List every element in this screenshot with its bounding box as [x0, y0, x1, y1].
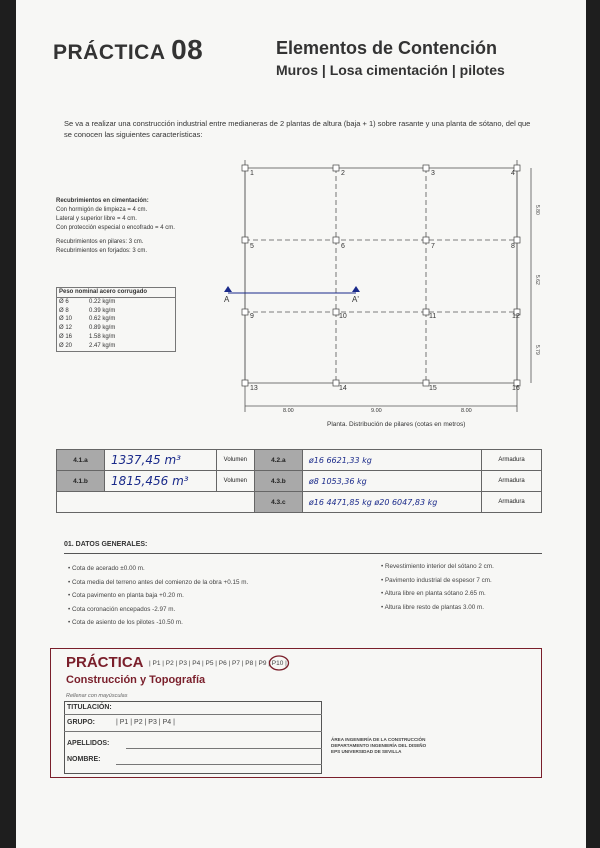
- steel-row: Ø 10 0.62 kg/m: [59, 316, 116, 323]
- general-data-right: [381, 560, 494, 614]
- pillar-label: 2: [341, 170, 345, 177]
- practice-number: PRÁCTICA 08: [53, 34, 204, 65]
- steel-row: Ø 6 0.22 kg/m: [59, 298, 116, 305]
- pillar-label: 9: [250, 313, 254, 320]
- grupo-label: GRUPO:: [67, 719, 95, 726]
- result-code: 4.3.b: [254, 471, 302, 492]
- plan-caption: Planta. Distribución de pilares (cotas en metros): [327, 421, 466, 428]
- section-arrow-icon: [224, 286, 232, 292]
- result-unit: Volumen: [216, 450, 254, 471]
- requirement-item: Lateral y superior libre = 4 cm.: [56, 216, 137, 222]
- divider: [64, 731, 322, 732]
- pillar-label: 6: [341, 243, 345, 250]
- pillar-label: 3: [431, 170, 435, 177]
- pillar-plan-drawing: [16, 0, 586, 440]
- result-code: 4.3.c: [254, 492, 302, 513]
- pillar-label: 14: [339, 385, 347, 392]
- dimension-label: 5.62: [534, 275, 540, 285]
- steel-row: Ø 8 0.39 kg/m: [59, 307, 116, 314]
- answer-field[interactable]: ø8 1053,36 kg: [302, 471, 481, 492]
- pillar-mark: [423, 165, 429, 171]
- list-item: • Cota media del terreno antes del comienzo de la obra +0.15 m.: [68, 576, 248, 590]
- footer-practica-label: PRÁCTICA: [66, 654, 144, 671]
- section-label: A: [224, 295, 230, 304]
- apellidos-label: APELLIDOS:: [67, 740, 110, 747]
- document-page: [16, 0, 586, 848]
- section-title: 01. DATOS GENERALES:: [64, 541, 148, 548]
- page-subtitle: Muros | Losa cimentación | pilotes: [276, 62, 505, 78]
- answer-field[interactable]: 1337,45 m³: [105, 450, 217, 471]
- list-item: • Cota pavimento en planta baja +0.20 m.: [68, 589, 248, 603]
- titulacion-label: TITULACIÓN:: [67, 704, 112, 711]
- dimension-label: 5.79: [534, 345, 540, 355]
- plan-outline: [245, 168, 517, 383]
- list-item: • Pavimento industrial de espesor 7 cm.: [381, 574, 494, 588]
- dimension-label: 8.00: [283, 408, 294, 414]
- result-unit: Armadura: [482, 492, 542, 513]
- pillar-label: 7: [431, 243, 435, 250]
- table-row: [57, 471, 542, 492]
- result-unit: Armadura: [482, 471, 542, 492]
- pillar-mark: [242, 237, 248, 243]
- divider: [64, 714, 322, 715]
- pillar-label: 12: [512, 313, 520, 320]
- answer-field[interactable]: ø16 6621,33 kg: [302, 450, 481, 471]
- dimension-label: 5.80: [534, 205, 540, 215]
- practice-selector[interactable]: | P1 | P2 | P3 | P4 | P5 | P6 | P7 | P8 | P9 | P10 |: [149, 660, 287, 667]
- result-code: 4.1.b: [57, 471, 105, 492]
- empty-cell: [57, 492, 255, 513]
- department-info: ÁREA INGENIERÍA DE LA CONSTRUCCIÓN DEPARTAMENTO INGENIERÍA DEL DISEÑO EPS UNIVERSIDAD DE SEVILLA: [331, 737, 427, 754]
- group-selector[interactable]: | P1 | P2 | P3 | P4 |: [116, 719, 175, 726]
- pillar-label: 11: [429, 313, 437, 320]
- pillar-label: 8: [511, 243, 515, 250]
- intro-text: Se va a realizar una construcción industrial entre medianeras de 2 plantas de altura (baja + 1) sobre rasante y una planta de sótano, del que se conocen las siguientes características:: [64, 119, 531, 139]
- result-code: 4.2.a: [254, 450, 302, 471]
- result-code: 4.1.a: [57, 450, 105, 471]
- pillar-mark: [333, 165, 339, 171]
- nombre-field[interactable]: [116, 764, 322, 765]
- pillar-label: 4: [511, 170, 515, 177]
- steel-table-title: Peso nominal acero corrugado: [57, 288, 175, 298]
- requirement-item: Recubrimientos en forjados: 3 cm.: [56, 248, 148, 254]
- section-label: A': [352, 295, 359, 304]
- steel-row: Ø 20 2.47 kg/m: [59, 342, 116, 349]
- table-row: [57, 450, 542, 471]
- list-item: • Altura libre resto de plantas 3.00 m.: [381, 601, 494, 615]
- pillar-label: 13: [250, 385, 258, 392]
- dimension-label: 9.00: [371, 408, 382, 414]
- pillar-label: 5: [250, 243, 254, 250]
- result-unit: Volumen: [216, 471, 254, 492]
- pillar-mark: [242, 165, 248, 171]
- steel-row: Ø 16 1.58 kg/m: [59, 333, 116, 340]
- p8-circle-mark: [268, 654, 290, 672]
- pillar-mark: [242, 380, 248, 386]
- section-line-a: [224, 286, 360, 304]
- pillar-label: 15: [429, 385, 437, 392]
- pillar-label: 10: [339, 313, 347, 320]
- divider: [64, 553, 542, 554]
- pillar-mark: [242, 309, 248, 315]
- pillar-label: 16: [512, 385, 520, 392]
- general-data-left: [68, 562, 248, 630]
- list-item: • Altura libre en planta sótano 2.65 m.: [381, 587, 494, 601]
- steel-row: Ø 12 0.89 kg/m: [59, 325, 116, 332]
- list-item: • Cota coronación encepados -2.97 m.: [68, 603, 248, 617]
- apellidos-field[interactable]: [126, 748, 322, 749]
- list-item: • Cota de asiento de los pilotes -10.50 m.: [68, 616, 248, 630]
- requirement-item: Con protección especial o encofrado = 4 cm.: [56, 225, 175, 231]
- pillar-label: 1: [250, 170, 254, 177]
- requirement-item: Recubrimientos en cimentación:: [56, 198, 149, 204]
- subject-name: Construcción y Topografía: [66, 674, 206, 686]
- table-row: [57, 492, 542, 513]
- section-arrow-icon: [352, 286, 360, 292]
- fill-hint: Rellenar con mayúsculas: [66, 693, 128, 699]
- pillar-mark: [423, 237, 429, 243]
- requirement-item: Con hormigón de limpieza = 4 cm.: [56, 207, 148, 213]
- requirement-item: Recubrimientos en pilares: 3 cm.: [56, 239, 144, 245]
- answer-field[interactable]: ø16 4471,85 kg ø20 6047,83 kg: [302, 492, 481, 513]
- answer-field[interactable]: 1815,456 m³: [105, 471, 217, 492]
- dimension-label: 8.00: [461, 408, 472, 414]
- nombre-label: NOMBRE:: [67, 756, 101, 763]
- list-item: • Cota de acerado ±0.00 m.: [68, 562, 248, 576]
- page-title: Elementos de Contención: [276, 38, 498, 58]
- pillar-mark: [333, 237, 339, 243]
- results-table: [56, 449, 542, 513]
- list-item: • Revestimiento interior del sótano 2 cm.: [381, 560, 494, 574]
- result-unit: Armadura: [482, 450, 542, 471]
